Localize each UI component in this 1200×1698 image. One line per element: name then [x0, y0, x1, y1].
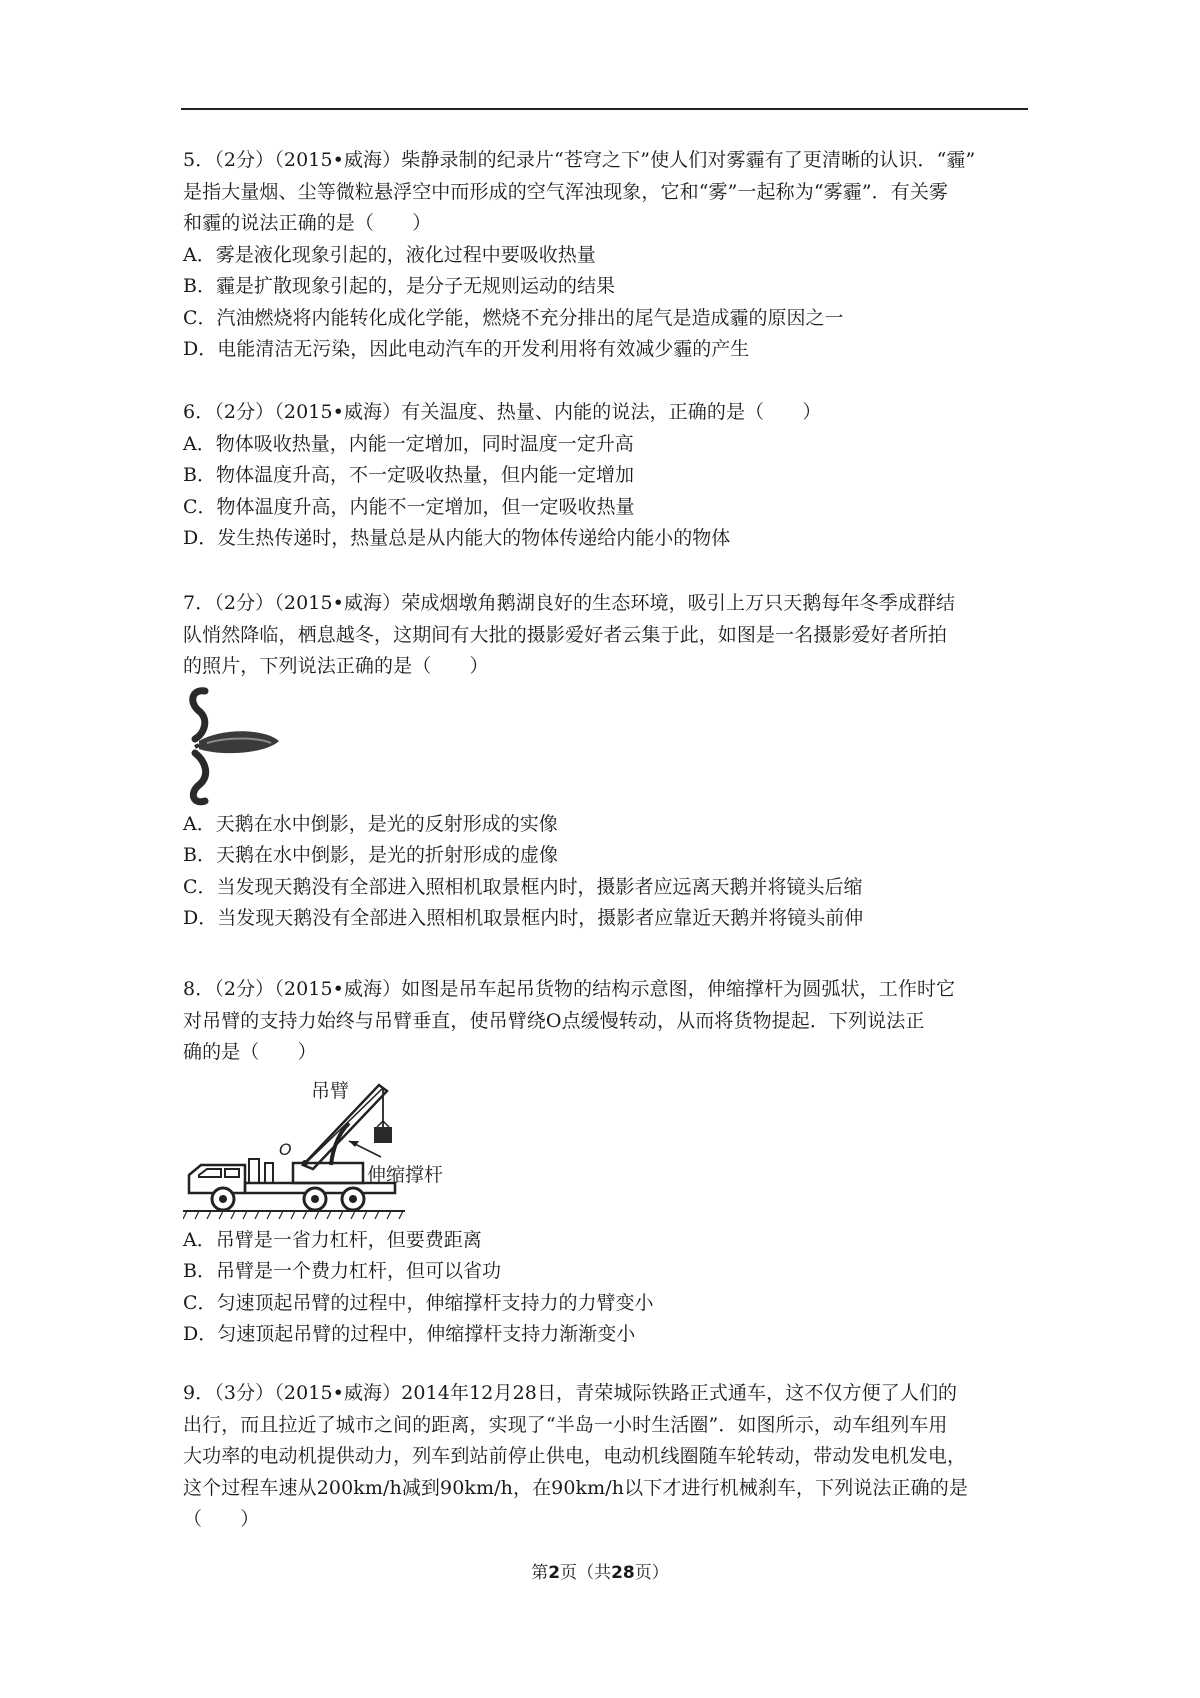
footer-prefix: 第 [531, 1563, 549, 1583]
option-c: C．当发现天鹅没有全部进入照相机取景框内时，摄影者应远离天鹅并将镜头后缩 [183, 875, 863, 898]
question-stem-line: 队悄然降临，栖息越冬，这期间有大批的摄影爱好者云集于此，如图是一名摄影爱好者所拍 [183, 623, 948, 646]
option-a: A．物体吸收热量，内能一定增加，同时温度一定升高 [183, 432, 634, 455]
page-footer [0, 1558, 1200, 1583]
question-6 [183, 397, 1033, 555]
option-c: C．汽油燃烧将内能转化成化学能，燃烧不充分排出的尾气是造成霾的原因之一 [183, 306, 844, 329]
question-stem-line: 出行，而且拉近了城市之间的距离，实现了“半岛一小时生活圈”．如图所示，动车组列车用 [183, 1413, 948, 1436]
option-b: B．霾是扩散现象引起的，是分子无规则运动的结果 [183, 275, 615, 297]
question-stem-line: 的照片，下列说法正确的是（ ） [183, 655, 489, 677]
question-7 [183, 588, 1033, 935]
question-stem-line: 确的是（ ） [183, 1041, 317, 1063]
option-d: D．当发现天鹅没有全部进入照相机取景框内时，摄影者应靠近天鹅并将镜头前伸 [183, 907, 864, 929]
question-stem-line: 6．（2分）（2015•威海）有关温度、热量、内能的说法，正确的是（ ） [183, 401, 822, 423]
question-stem-line: 9．（3分）（2015•威海）2014年12月28日，青荣城际铁路正式通车，这不仅方便了人们的 [183, 1382, 958, 1404]
page-number: 2 [548, 1563, 561, 1583]
question-5 [183, 145, 1033, 366]
option-b: B．吊臂是一个费力杠杆，但可以省功 [183, 1260, 501, 1282]
option-d: D．匀速顶起吊臂的过程中，伸缩撑杆支持力渐渐变小 [183, 1323, 636, 1345]
strut-label: 伸缩撑杆 [367, 1163, 444, 1186]
swan-photo-figure [183, 683, 303, 809]
option-c: C．物体温度升高，内能不一定增加，但一定吸收热量 [183, 495, 635, 518]
option-d: D．发生热传递时，热量总是从内能大的物体传递给内能小的物体 [183, 527, 731, 549]
header-rule [181, 108, 1028, 110]
option-b: B．天鹅在水中倒影，是光的折射形成的虚像 [183, 844, 558, 866]
footer-middle: 页（共 [560, 1563, 612, 1583]
question-stem-line: 对吊臂的支持力始终与吊臂垂直，使吊臂绕O点缓慢转动，从而将货物提起．下列说法正 [183, 1009, 925, 1032]
option-a: A．天鹅在水中倒影，是光的反射形成的实像 [183, 812, 558, 835]
arm-label: 吊臂 [311, 1079, 350, 1102]
option-c: C．匀速顶起吊臂的过程中，伸缩撑杆支持力的力臂变小 [183, 1291, 654, 1314]
crane-diagram [183, 1075, 453, 1225]
question-stem-line: 这个过程车速从200km/h减到90km/h，在90km/h以下才进行机械刹车，下列说法正确的是 [183, 1476, 968, 1499]
question-8 [183, 974, 1033, 1351]
question-stem-line: 是指大量烟、尘等微粒悬浮空中而形成的空气浑浊现象，它和“雾”一起称为“雾霾”．有关雾 [183, 180, 949, 203]
footer-suffix: 页） [634, 1563, 669, 1583]
option-a: A．吊臂是一省力杠杆，但要费距离 [183, 1228, 482, 1251]
option-a: A．雾是液化现象引起的，液化过程中要吸收热量 [183, 243, 596, 266]
question-stem-line: 8．（2分）（2015•威海）如图是吊车起吊货物的结构示意图，伸缩撑杆为圆弧状，工作时它 [183, 978, 956, 1000]
question-stem-line: 5．（2分）（2015•威海）柴静录制的纪录片“苍穹之下”使人们对雾霾有了更清晰的认识．“霾” [183, 149, 976, 171]
question-stem-line: 7．（2分）（2015•威海）荣成烟墩角鹅湖良好的生态环境，吸引上万只天鹅每年冬季成群结 [183, 592, 956, 614]
question-stem-line: 大功率的电动机提供动力，列车到站前停止供电，电动机线圈随车轮转动，带动发电机发电， [183, 1445, 967, 1467]
option-b: B．物体温度升高，不一定吸收热量，但内能一定增加 [183, 464, 634, 486]
question-stem-line: （ ） [183, 1508, 260, 1530]
option-d: D．电能清洁无污染，因此电动汽车的开发利用将有效减少霾的产生 [183, 338, 750, 360]
question-stem-line: 和霾的说法正确的是（ ） [183, 212, 432, 234]
pivot-label: O [279, 1139, 292, 1159]
question-9 [183, 1378, 1033, 1536]
total-pages: 28 [611, 1563, 635, 1583]
